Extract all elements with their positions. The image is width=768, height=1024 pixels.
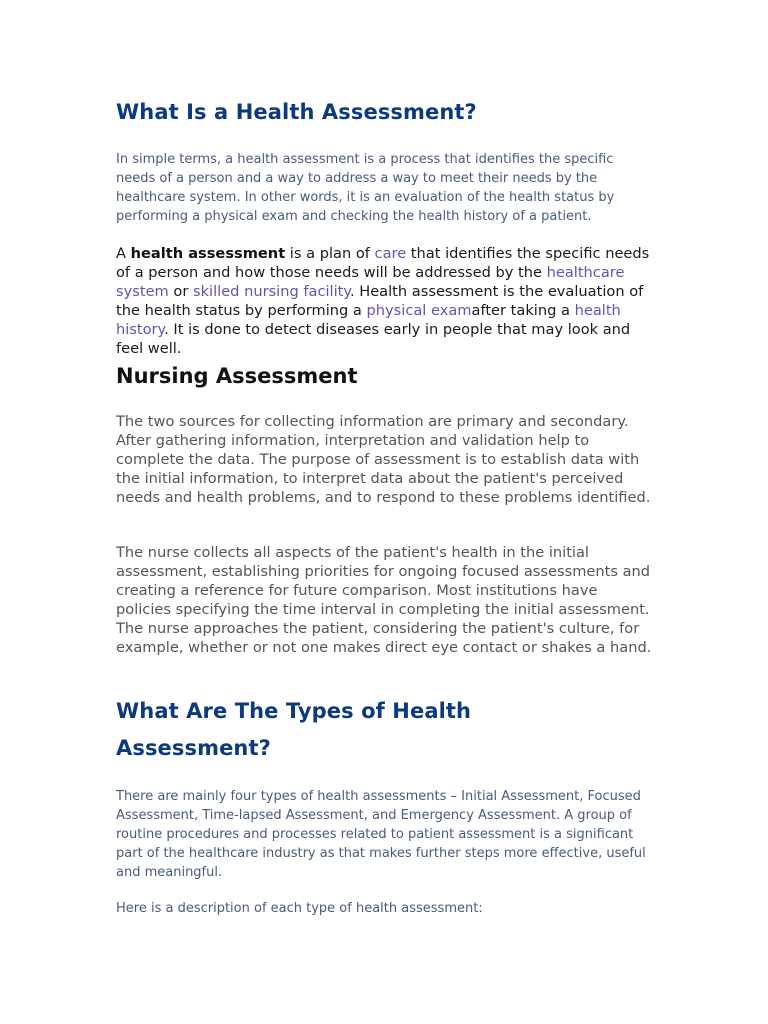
link-health-history[interactable]: health history [116,302,621,338]
text-span: . Health assessment is the evaluation of the health status by performing a [116,283,644,319]
intro-paragraph: In simple terms, a health assessment is a process that identifies the specific needs of a person and a way to address a way to meet their needs by the healthcare system. In other words, it is an evaluation of the health status by performing a physical exam and checking the health history of a patient. [116,152,615,224]
text-span: or [168,283,193,300]
heading-what-is-health-assessment: What Is a Health Assessment? [116,100,477,124]
text-span: A [116,245,131,262]
heading-nursing-assessment: Nursing Assessment [116,364,358,388]
link-care[interactable]: care [374,245,407,262]
link-skilled-nursing-facility[interactable]: skilled nursing facility [192,283,350,300]
bold-term-health-assessment: health assessment [130,245,286,262]
types-description-lead: Here is a description of each type of health assessment: [116,901,483,916]
text-span: . It is done to detect diseases early in people that may look and feel well. [116,321,631,357]
nursing-paragraph-1: The two sources for collecting information are primary and secondary. After gathering information, interpretation and validation help to complete the data. The purpose of assessment is to establish data with the initial information, to interpret data about the patient's perceived needs and health problems, and to respond to these problems identified. [116,413,651,506]
link-physical-exam[interactable]: physical exam [366,302,472,319]
link-healthcare-system[interactable]: healthcare system [116,264,625,300]
nursing-paragraph-2: The nurse collects all aspects of the patient's health in the initial assessment, establishing priorities for ongoing focused assessments and creating a reference for future comparison. Most institutions have policies specifying the time interval in completing the initial assessment. The nurse approaches the patient, considering the patient's culture, for example, whether or not one makes direct eye contact or shakes a hand. [116,544,652,656]
text-span: is a plan of [285,245,375,262]
types-paragraph: There are mainly four types of health assessments – Initial Assessment, Focused Assessment, Time-lapsed Assessment, and Emergency Assessment. A group of routine procedures and processes related to patient assessment is a significant part of the healthcare industry as that makes further steps more effective, useful and meaningful. [116,789,646,880]
text-span: that identifies the specific needs of a person and how those needs will be addressed by the [116,245,650,281]
health-assessment-paragraph [116,244,656,358]
heading-types-of-health-assessment: What Are The Types of Health Assessment? [116,699,472,760]
text-span: after taking a [471,302,575,319]
